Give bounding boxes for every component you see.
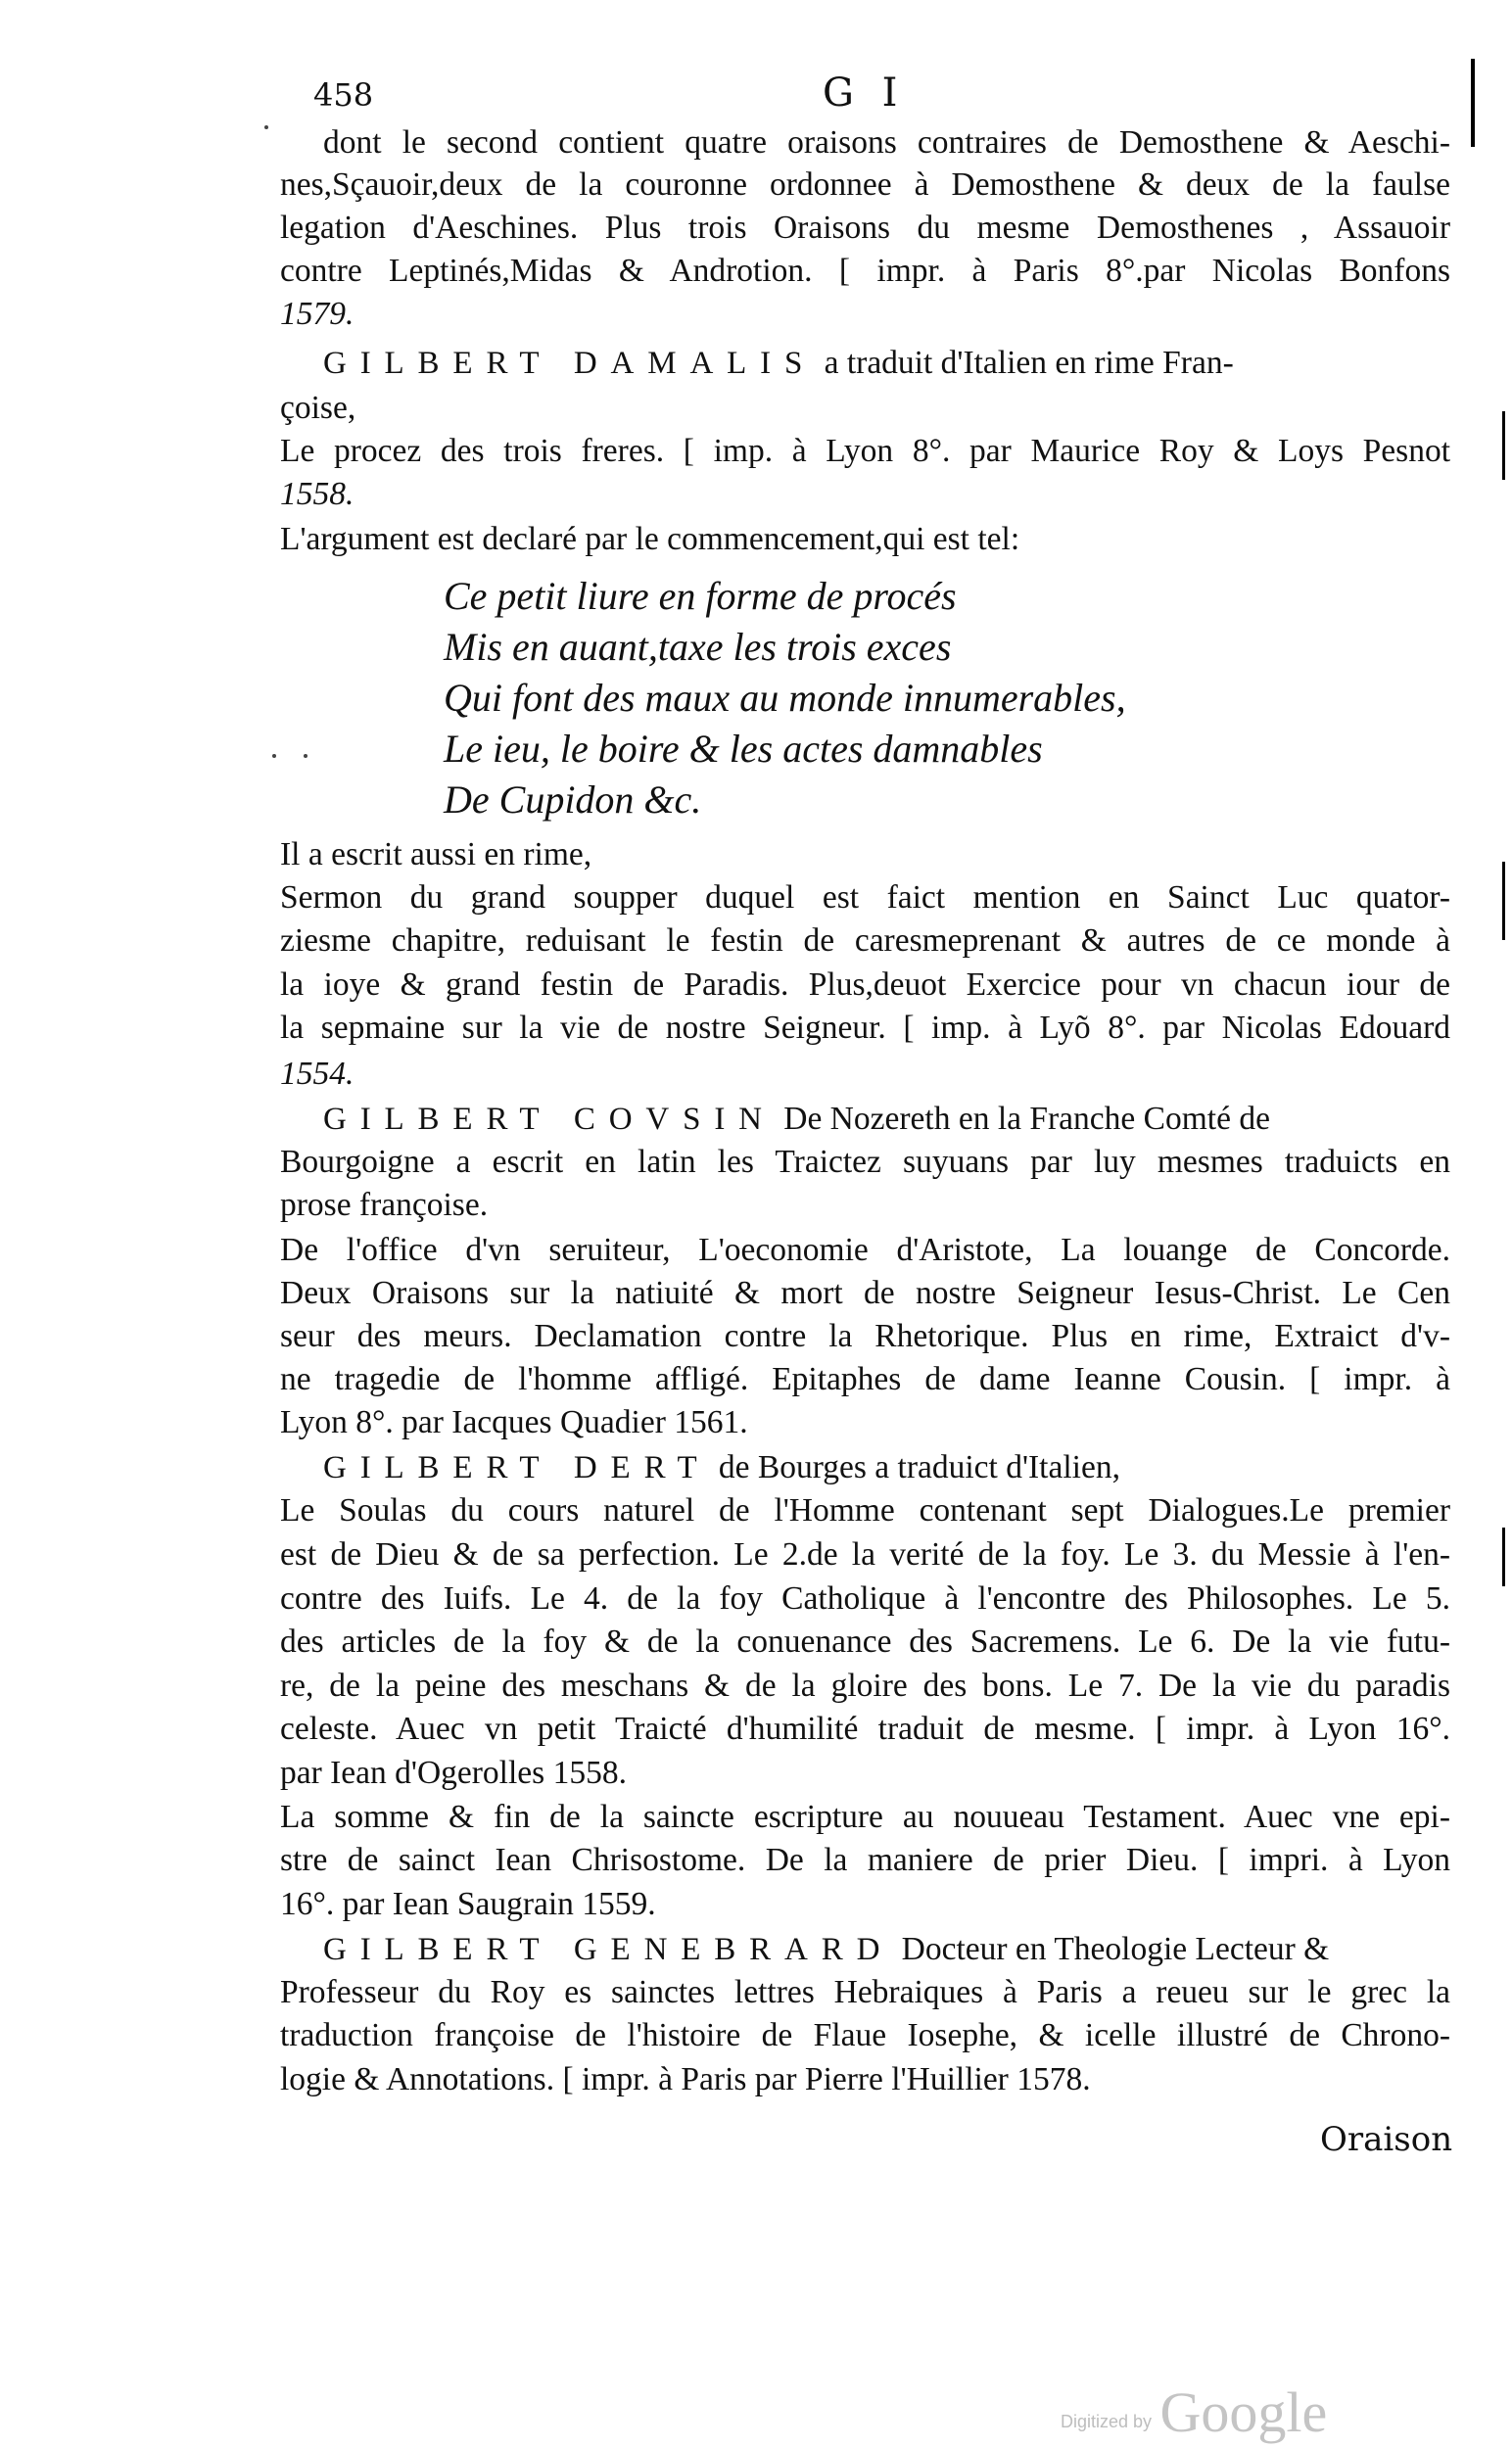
author-name: GILBERT GENEBRARD: [323, 1932, 894, 1967]
author-name: GILBERT COVSIN: [323, 1102, 776, 1137]
entry-heading: [323, 343, 1450, 384]
text-line: prose françoise.: [280, 1187, 489, 1223]
verse-line: Ce petit liure en forme de procés: [444, 574, 957, 618]
scan-edge-mark: [1502, 411, 1505, 480]
text-line: nes,Sçauoir,deux de la couronne ordonnee à Demosthene & deux de la faulse: [280, 166, 1450, 203]
text-line: seur des meurs. Declamation contre la Rhetorique. Plus en rime, Extraict d'v-: [280, 1318, 1450, 1354]
text-line: dont le second contient quatre oraisons contraires de Demosthene & Aeschi-: [323, 124, 1450, 161]
catchword: Oraison: [1320, 2120, 1453, 2159]
text-line: ziesme chapitre, reduisant le festin de caresmeprenant & autres de ce monde à: [280, 922, 1450, 959]
text-line: legation d'Aeschines. Plus trois Oraisons du mesme Demosthenes , Assauoir: [280, 210, 1450, 246]
text-line: La somme & fin de la saincte escripture au nouueau Testament. Auec vne epi-: [280, 1799, 1450, 1835]
text-line: par Iean d'Ogerolles 1558.: [280, 1755, 627, 1791]
text-line: De l'office d'vn seruiteur, L'oeconomie d'Aristote, La louange de Concorde.: [280, 1232, 1450, 1268]
verse-line: De Cupidon &c.: [444, 777, 702, 822]
text-line: celeste. Auec vn petit Traicté d'humilité traduit de mesme. [ impr. à Lyon 16°.: [280, 1711, 1450, 1747]
entry-heading: [323, 1447, 1450, 1488]
text-line: 1558.: [280, 476, 354, 512]
text-line: Professeur du Roy es sainctes lettres Hebraiques à Paris a reueu sur le grec la: [280, 1974, 1450, 2010]
text-line: est de Dieu & de sa perfection. Le 2.de la verité de la foy. Le 3. du Messie à l'en-: [280, 1536, 1450, 1573]
text-line: Le Soulas du cours naturel de l'Homme contenant sept Dialogues.Le premier: [280, 1492, 1450, 1529]
text-line: L'argument est declaré par le commencement,qui est tel:: [280, 521, 1020, 557]
entry-text: de Bourges a traduict d'Italien,: [718, 1449, 1120, 1485]
speck: [272, 754, 276, 758]
google-logo: Google: [1159, 2380, 1328, 2444]
text-line: stre de sainct Iean Chrisostome. De la maniere de prier Dieu. [ impri. à Lyon: [280, 1842, 1450, 1878]
author-name: GILBERT DAMALIS: [323, 346, 817, 381]
text-line: Lyon 8°. par Iacques Quadier 1561.: [280, 1404, 748, 1440]
entry-text: a traduit d'Italien en rime Fran-: [824, 345, 1234, 381]
text-line: la ioye & grand festin de Paradis. Plus,deuot Exercice pour vn chacun iour de: [280, 966, 1450, 1003]
text-line: contre Leptinés,Midas & Androtion. [ impr. à Paris 8°.par Nicolas Bonfons: [280, 253, 1450, 289]
running-head: G I: [823, 71, 906, 116]
speck: [304, 754, 307, 758]
text-line: Sermon du grand soupper duquel est faict mention en Sainct Luc quator-: [280, 879, 1450, 916]
text-line: Deux Oraisons sur la natiuité & mort de nostre Seigneur Iesus-Christ. Le Cen: [280, 1275, 1450, 1311]
text-line: Le procez des trois freres. [ imp. à Lyon 8°. par Maurice Roy & Loys Pesnot: [280, 433, 1450, 469]
text-line: 16°. par Iean Saugrain 1559.: [280, 1886, 656, 1922]
speck: [264, 125, 268, 129]
text-line: re, de la peine des meschans & de la gloire des bons. Le 7. De la vie du paradis: [280, 1668, 1450, 1704]
text-line: la sepmaine sur la vie de nostre Seigneur. [ imp. à Lyõ 8°. par Nicolas Edouard: [280, 1010, 1450, 1046]
scan-edge-mark: [1502, 1528, 1505, 1586]
text-line: logie & Annotations. [ impr. à Paris par Pierre l'Huillier 1578.: [280, 2061, 1091, 2097]
text-line: traduction françoise de l'histoire de Flaue Iosephe, & icelle illustré de Chrono-: [280, 2017, 1450, 2053]
verse-line: Le ieu, le boire & les actes damnables: [444, 727, 1043, 771]
text-line: Il a escrit aussi en rime,: [280, 836, 592, 872]
verse-line: Qui font des maux au monde innumerables,: [444, 676, 1126, 720]
text-line: ne tragedie de l'homme affligé. Epitaphes de dame Ieanne Cousin. [ impr. à: [280, 1361, 1450, 1397]
text-line: 1554.: [280, 1056, 354, 1092]
text-line: Bourgoigne a escrit en latin les Traictez suyuans par luy mesmes traduicts en: [280, 1144, 1450, 1180]
text-line: 1579.: [280, 296, 354, 332]
scan-edge-mark: [1502, 862, 1505, 940]
entry-text: De Nozereth en la Franche Comté de: [783, 1101, 1270, 1137]
digitized-watermark: [1061, 2379, 1327, 2445]
entry-text: Docteur en Theologie Lecteur &: [901, 1931, 1330, 1967]
verse-line: Mis en auant,taxe les trois exces: [444, 625, 952, 669]
text-line: çoise,: [280, 390, 356, 426]
digitized-label: Digitized by: [1061, 2412, 1153, 2431]
page-number: 458: [313, 76, 374, 114]
text-line: contre des Iuifs. Le 4. de la foy Catholique à l'encontre des Philosophes. Le 5.: [280, 1580, 1450, 1617]
entry-heading: [323, 1929, 1450, 1970]
text-line: des articles de la foy & de la conuenance des Sacremens. Le 6. De la vie futu-: [280, 1624, 1450, 1660]
scan-edge-mark: [1471, 59, 1475, 147]
entry-heading: [323, 1099, 1450, 1140]
author-name: GILBERT DERT: [323, 1450, 711, 1485]
